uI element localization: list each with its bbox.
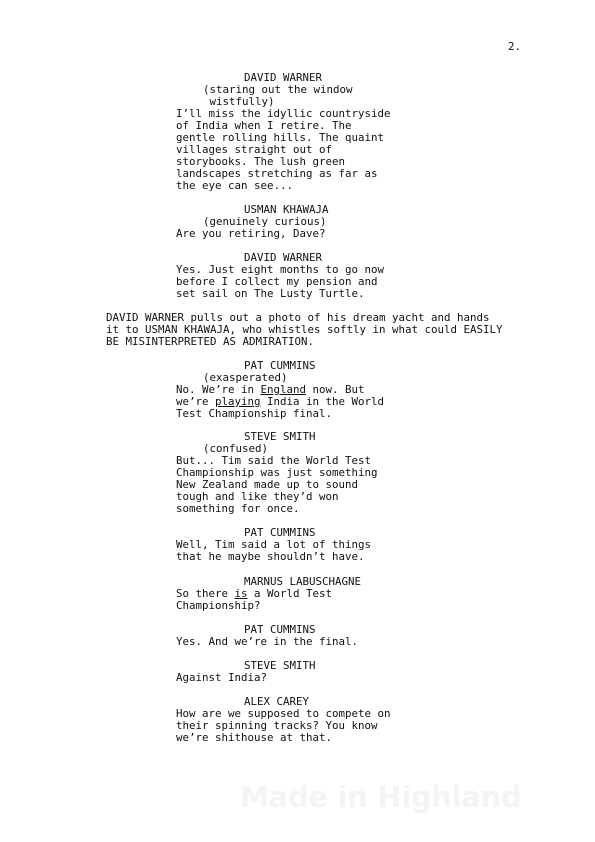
- parenthetical-line: (staring out the window: [203, 83, 353, 96]
- character-name: DAVID WARNER: [244, 251, 323, 264]
- dialogue-line: landscapes stretching as far as: [176, 167, 378, 180]
- dialogue-line: gentle rolling hills. The quaint: [176, 131, 385, 144]
- character-name: STEVE SMITH: [244, 430, 316, 443]
- text-run: So there: [176, 587, 235, 600]
- dialogue-line: Championship?: [176, 599, 261, 612]
- dialogue-line: Are you retiring, Dave?: [176, 227, 326, 240]
- underlined-word: is: [234, 587, 248, 600]
- dialogue-block: [176, 384, 384, 420]
- character-name: PAT CUMMINS: [244, 623, 316, 636]
- dialogue-block: [176, 708, 391, 744]
- text-run: India in the World: [260, 395, 385, 408]
- action-line-line: it to USMAN KHAWAJA, who whistles softly in what could EASILY: [106, 323, 503, 336]
- dialogue-block: [176, 228, 326, 240]
- dialogue-line: Against India?: [176, 671, 268, 684]
- action-line-line: BE MISINTERPRETED AS ADMIRATION.: [106, 335, 315, 348]
- dialogue-line: Yes. Just eight months to go now: [176, 263, 385, 276]
- watermark: Made in Highland: [240, 780, 522, 814]
- dialogue-block: [176, 588, 332, 612]
- dialogue-line: their spinning tracks? You know: [176, 719, 378, 732]
- dialogue-line: storybooks. The lush green: [176, 155, 346, 168]
- dialogue-line: something for once.: [176, 502, 300, 515]
- action-line-block: [106, 312, 503, 348]
- dialogue-block: [176, 264, 384, 300]
- parenthetical-block: [203, 84, 353, 108]
- text-run: a World Test: [247, 587, 333, 600]
- parenthetical-line: (confused): [203, 442, 269, 455]
- character-name: STEVE SMITH: [244, 659, 316, 672]
- dialogue-line: I’ll miss the idyllic countryside: [176, 107, 391, 120]
- text-run: we’re: [176, 395, 216, 408]
- dialogue-block: [176, 455, 378, 515]
- dialogue-line: Test Championship final.: [176, 407, 333, 420]
- dialogue-line: Yes. And we’re in the final.: [176, 635, 359, 648]
- text-run: now. But: [306, 383, 365, 396]
- dialogue-block: [176, 636, 358, 648]
- dialogue-line: we’re shithouse at that.: [176, 731, 333, 744]
- dialogue-block: [176, 108, 391, 192]
- character-name: PAT CUMMINS: [244, 526, 316, 539]
- dialogue-line: before I collect my pension and: [176, 275, 378, 288]
- dialogue-line: Championship was just something: [176, 466, 378, 479]
- parenthetical-line: wistfully): [203, 95, 275, 108]
- dialogue-line: New Zealand made up to sound: [176, 478, 359, 491]
- dialogue-line: But... Tim said the World Test: [176, 454, 372, 467]
- dialogue-line: set sail on The Lusty Turtle.: [176, 287, 365, 300]
- character-name: ALEX CAREY: [244, 695, 310, 708]
- dialogue-line: that he maybe shouldn’t have.: [176, 550, 365, 563]
- dialogue-line: tough and like they’d won: [176, 490, 339, 503]
- character-name: PAT CUMMINS: [244, 359, 316, 372]
- character-name: DAVID WARNER: [244, 71, 323, 84]
- character-name: MARNUS LABUSCHAGNE: [244, 575, 362, 588]
- underlined-word: playing: [215, 395, 261, 408]
- dialogue-line: of India when I retire. The: [176, 119, 352, 132]
- dialogue-block: [176, 672, 267, 684]
- character-name: USMAN KHAWAJA: [244, 203, 329, 216]
- underlined-word: England: [260, 383, 307, 396]
- dialogue-line: villages straight out of: [176, 143, 333, 156]
- page-number: 2.: [508, 40, 522, 53]
- text-run: No. We’re in: [176, 383, 261, 396]
- dialogue-line: How are we supposed to compete on: [176, 707, 391, 720]
- dialogue-line: the eye can see...: [176, 179, 294, 192]
- parenthetical-line: (exasperated): [203, 371, 288, 384]
- action-line-line: DAVID WARNER pulls out a photo of his dream yacht and hands: [106, 311, 490, 324]
- dialogue-line: Well, Tim said a lot of things: [176, 538, 372, 551]
- parenthetical-line: (genuinely curious): [203, 215, 327, 228]
- dialogue-block: [176, 539, 371, 563]
